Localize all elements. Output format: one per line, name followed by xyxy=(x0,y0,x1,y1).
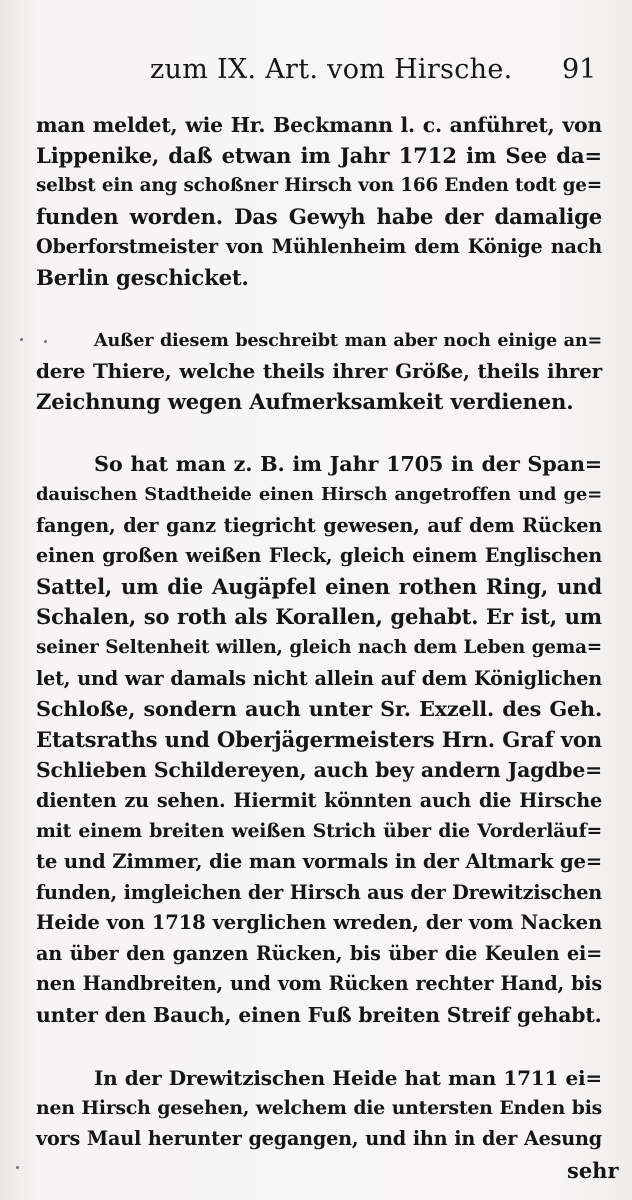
paper-speck xyxy=(20,338,23,341)
running-head: zum IX. Art. vom Hirsche. xyxy=(150,54,513,85)
text-line: dienten zu sehen. Hiermit könnten auch die Hirsche xyxy=(36,788,602,812)
text-line: Berlin geschicket. xyxy=(36,264,249,290)
text-line: einen großen weißen Fleck, gleich einem Englischen xyxy=(36,544,602,568)
paragraph-1 xyxy=(36,110,602,294)
text-line: Schlieben Schildereyen, auch bey andern Jagdbe= xyxy=(36,758,602,783)
text-line: seiner Seltenheit willen, gleich nach dem Leben gema= xyxy=(36,636,602,658)
text-line: So hat man z. B. im Jahr 1705 in der Span= xyxy=(94,451,602,477)
text-line: Sattel, um die Augäpfel einen rothen Ring, und xyxy=(36,573,602,599)
text-line: Heide von 1718 verglichen wreden, der vom Nacken xyxy=(36,911,602,935)
text-line: mit einem breiten weißen Strich über die Vorderläuf= xyxy=(36,820,602,843)
text-line: fangen, der ganz tiegricht gewesen, auf dem Rücken xyxy=(36,513,602,537)
paragraph-gap xyxy=(36,294,602,326)
text-line: funden worden. Das Gewyh habe der damalige xyxy=(36,203,602,229)
text-line: Zeichnung wegen Aufmerksamkeit verdienen. xyxy=(36,388,574,414)
paragraph-2 xyxy=(36,326,602,418)
text-line: Schalen, so roth als Korallen, gehabt. Er ist, um xyxy=(36,604,602,630)
text-line: vors Maul herunter gegangen, und ihn in der Aesung xyxy=(36,1126,602,1150)
text-line: nen Hirsch gesehen, welchem die untersten Enden bis xyxy=(36,1097,602,1120)
text-line: funden, imgleichen der Hirsch aus der Drewitzischen xyxy=(36,880,602,904)
text-line: dere Thiere, welche theils ihrer Größe, theils ihrer xyxy=(36,359,602,384)
paragraph-gap xyxy=(36,417,602,449)
paper-speck xyxy=(16,1166,19,1169)
text-line: let, und war damals nicht allein auf dem Königlichen xyxy=(36,666,602,690)
text-line: dauischen Stadtheide einen Hirsch angetroffen und ge= xyxy=(36,483,602,505)
text-line: man meldet, wie Hr. Beckmann l. c. anführet, von xyxy=(36,113,602,137)
text-line: te und Zimmer, die man vormals in der Altmark ge= xyxy=(36,850,602,874)
paragraph-4 xyxy=(36,1063,602,1155)
text-line: In der Drewitzischen Heide hat man 1711 ei= xyxy=(94,1065,602,1090)
text-line: Lippenike, daß etwan im Jahr 1712 im See da= xyxy=(36,142,602,168)
text-line: nen Handbreiten, und vom Rücken rechter Hand, bis xyxy=(36,972,602,996)
text-line: Außer diesem beschreibt man aber noch einige an= xyxy=(94,329,602,351)
page-number: 91 xyxy=(562,54,597,85)
paragraph-gap xyxy=(36,1031,602,1063)
text-line: an über den ganzen Rücken, bis über die Keulen ei= xyxy=(36,941,602,965)
text-line: Schloße, sondern auch unter Sr. Exzell. des Geh. xyxy=(36,696,602,722)
paper-speck xyxy=(44,340,47,343)
text-line: unter den Bauch, einen Fuß breiten Streif gehabt. xyxy=(36,1003,602,1028)
page-header xyxy=(0,54,632,94)
paragraph-3 xyxy=(36,449,602,1030)
catchword: sehr xyxy=(567,1158,619,1183)
text-line: selbst ein ang schoßner Hirsch von 166 Enden todt ge= xyxy=(36,175,602,197)
text-line: Etatsraths und Oberjägermeisters Hrn. Graf von xyxy=(36,726,602,752)
body-text xyxy=(36,110,602,1154)
text-line: Oberforstmeister von Mühlenheim dem Könige nach xyxy=(36,235,602,259)
